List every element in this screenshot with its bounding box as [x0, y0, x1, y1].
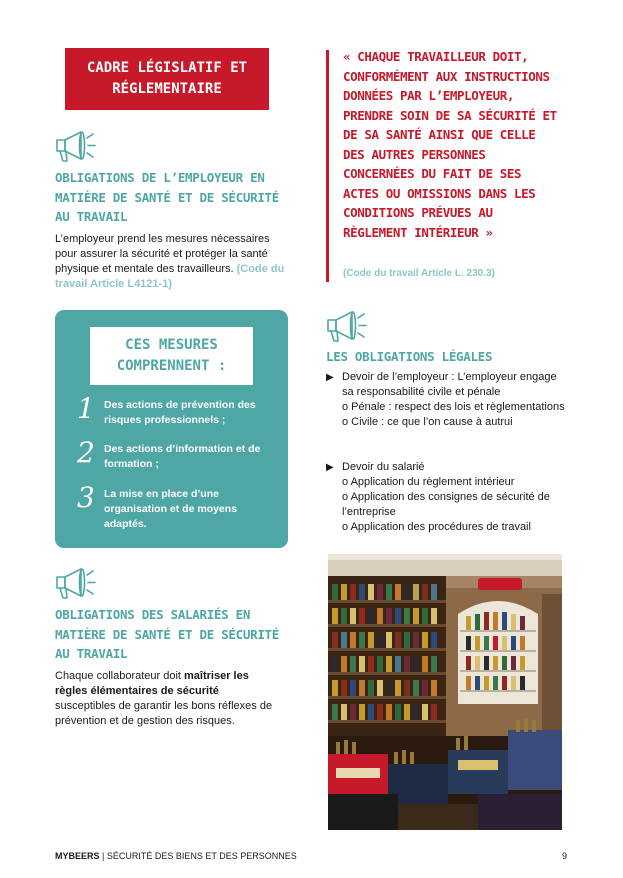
measure-number: 2: [77, 436, 95, 469]
employee-duty-list: [326, 460, 566, 535]
page-number: 9: [562, 851, 568, 861]
triangle-bullet-icon: ▶: [326, 372, 334, 383]
employer-legal-ref: (Code du travail Article L4121-1): [55, 263, 285, 290]
megaphone-icon: [55, 565, 97, 601]
measure-text: La mise en place d’une organisation et de moyens adaptés.: [104, 488, 238, 530]
measures-title: [90, 327, 253, 385]
employer-obligations-text: [55, 232, 293, 292]
megaphone-icon: [326, 308, 368, 344]
footer-separator: |: [102, 851, 105, 861]
measures-title-text: CES MESURES COMPRENNENT :: [116, 337, 227, 374]
list-item: o Application du règlement intérieur: [342, 476, 515, 488]
employer-duty-title: Devoir de l’employeur : L’employeur engage sa responsabilité civile et pénale: [342, 371, 557, 398]
beer-shop-photo: [328, 554, 562, 830]
measure-number: 3: [77, 481, 95, 514]
footer: [55, 850, 297, 862]
employees-body-start: Chaque collaborateur doit: [55, 670, 185, 682]
quote-bar: [326, 50, 329, 282]
quote-legal-ref: (Code du travail Article L. 230.3): [343, 268, 495, 279]
employer-body: L’employeur prend les mesures nécessaires pour assurer la sécurité et protéger la santé physique et mentale des travailleurs.: [55, 233, 270, 275]
employees-obligations-heading: OBLIGATIONS DES SALARIÉS EN MATIÈRE DE SANTÉ ET DE SÉCURITÉ AU TRAVAIL: [55, 607, 279, 661]
measure-text: Des actions de prévention des risques professionnels ;: [104, 399, 256, 426]
employer-duty: [326, 370, 566, 400]
employees-body-bold: maîtriser les règles élémentaires de sécurité: [55, 670, 249, 697]
footer-brand: MYBEERS: [55, 851, 100, 861]
list-item: o Pénale : respect des lois et règlementations: [342, 401, 565, 413]
employer-obligations-heading: OBLIGATIONS DE L’EMPLOYEUR EN MATIÈRE DE SANTÉ ET DE SÉCURITÉ AU TRAVAIL: [55, 170, 279, 224]
employee-duty-title: Devoir du salarié: [342, 461, 425, 473]
section-title-banner: [65, 48, 269, 110]
footer-section: SÉCURITÉ DES BIENS ET DES PERSONNES: [106, 851, 297, 861]
list-item: o Application des consignes de sécurité de l’entreprise: [342, 491, 550, 518]
measure-number: 1: [77, 392, 95, 425]
megaphone-icon: [55, 128, 97, 164]
employee-duty: [326, 460, 566, 475]
legal-obligations-heading: LES OBLIGATIONS LÉGALES: [326, 349, 493, 364]
legal-quote: « CHAQUE TRAVAILLEUR DOIT, CONFORMÉMENT AUX INSTRUCTIONS DONNÉES PAR L’EMPLOYEUR, PRENDRE SOIN DE SA SÉCURITÉ ET DE SA SANTÉ AINSI QUE CELLE DES AUTRES PERSONNES CONCERNÉES DU FAIT DE SES ACTES OU OMISSIONS DANS LES CONDITIONS PRÉVUES AU RÈGLEMENT INTÉRIEUR »: [343, 49, 557, 240]
section-title: CADRE LÉGISLATIF ET RÉGLEMENTAIRE: [86, 60, 248, 97]
measure-text: Des actions d’information et de formation ;: [104, 443, 261, 470]
list-item: o Application des procédures de travail: [342, 521, 531, 533]
employer-duty-list: [326, 370, 566, 430]
employees-obligations-text: [55, 669, 280, 729]
triangle-bullet-icon: ▶: [326, 462, 334, 473]
measures-box: [55, 310, 288, 548]
list-item: o Civile : ce que l’on cause à autrui: [342, 416, 513, 428]
employees-body-end: susceptibles de garantir les bons réflexes de prévention et de gestion des risques.: [55, 700, 273, 727]
